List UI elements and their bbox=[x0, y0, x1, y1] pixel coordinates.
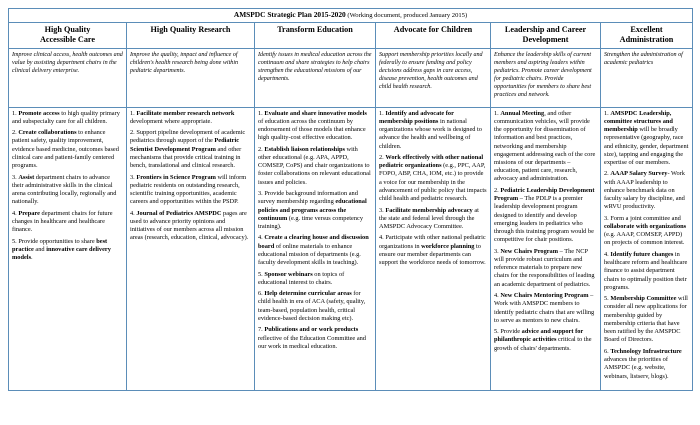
list-item: 4. Journal of Pediatrics AMSPDC pages are used to advance priority opinions and initiatives of our members across all mission areas (research, education, clinical, advocacy). bbox=[130, 209, 249, 242]
column-vision-5: Enhance the leadership skills of current members and aspiring leaders within pediatrics. Promote career development for pediatric chairs. Provide opportunities for members to share best practices and network. bbox=[491, 48, 601, 107]
column-items-4 bbox=[376, 107, 491, 390]
column-vision-2: Improve the quality, impact and influence of children's health research being done within pediatric departments. bbox=[127, 48, 255, 107]
title-main: AMSPDC Strategic Plan 2015-2020 bbox=[233, 10, 346, 19]
list-item: 7. Publications and or work products reflective of the Education Committee and our work in medical education. bbox=[258, 326, 366, 350]
list-item: 1. Facilitate member research network development where appropriate. bbox=[130, 109, 235, 125]
list-item: 5. Sponsor webinars on topics of educational interest to chairs. bbox=[258, 270, 345, 286]
column-items-3 bbox=[255, 107, 376, 390]
column-header-1: High Quality Accessible Care bbox=[9, 22, 127, 48]
table-title-row bbox=[9, 9, 693, 23]
list-item: 3. Facilitate membership advocacy at the state and federal level through the AMSPDC Advocacy Committee. bbox=[379, 206, 479, 230]
table-body-row bbox=[9, 107, 693, 390]
list-item: 4. Identify future changes in healthcare reform and healthcare finance to assist department chairs to optimally position their programs. bbox=[604, 250, 688, 291]
list-item: 1. AMSPDC Leadership, committee structures and membership will be broadly representative (geography, race and ethnicity, gender, department size), tapping and engaging the expertise of our members. bbox=[604, 109, 689, 166]
column-header-3: Transform Education bbox=[255, 22, 376, 48]
title-note: (Working document, produced January 2015) bbox=[345, 12, 468, 19]
list-item: 2. Work effectively with other national pediatric organizations (e.g., PPC, AAP, FOPO, ABP, CHA, IOM, etc.) to provide a voice for our membership in the advancement of public policy that impacts child health and pediatric research. bbox=[379, 153, 487, 203]
list-item: 1. Promote access to high quality primary and subspecialty care for all children. bbox=[12, 109, 120, 125]
strategic-plan-table bbox=[8, 8, 693, 391]
list-item: 2. Pediatric Leadership Development Program – The PDLP is a premier leadership development program designed to identify and develop emerging leaders in pediatrics who through this training program would be competitive for chair positions. bbox=[494, 186, 595, 244]
document-title bbox=[9, 9, 693, 23]
column-items-5 bbox=[491, 107, 601, 390]
list-item: 3. Frontiers in Science Program will inform pediatric residents on outstanding research, scientific training opportunities, academic careers and opportunities within the PSDP. bbox=[130, 173, 247, 206]
list-item: 2. Establish liaison relationships with other educational (e.g. APA, APPD, COMSEP, CoPS) and chair organizations to foster collaborations on relevant educational issues and policies. bbox=[258, 145, 371, 186]
list-item: 2. Create collaborations to enhance patient safety, quality improvement, evidence based medicine, outcomes based clinical care and patient-family centered programs. bbox=[12, 129, 119, 170]
list-item: 1. Evaluate and share innovative models of education across the continuum by endorsement of those models that enhance high quality-cost effective education. bbox=[258, 109, 367, 142]
list-item: 6. Help determine curricular areas for child health in era of ACA (safety, quality, team-based, population health, critical evidence-based decision making etc). bbox=[258, 290, 366, 322]
column-vision-1: Improve clinical access, health outcomes and value by assisting department chairs in the clinical delivery enterprise. bbox=[9, 48, 127, 107]
column-vision-6: Strengthen the administration of academic pediatrics bbox=[601, 48, 693, 107]
list-item: 5. Provide opportunities to share best practice and innovative care delivery models. bbox=[12, 237, 111, 262]
column-vision-4: Support membership priorities locally and federally to ensure funding and policy decisions address gaps in care access, disease prevention, health outcomes and child health research. bbox=[376, 48, 491, 107]
list-item: 4. Prepare department chairs for future changes in healthcare and healthcare finance. bbox=[12, 209, 113, 234]
list-item: 2. AAAP Salary Survey- Work with AAAP leadership to enhance benchmark data on faculty salary by discipline, and wRVU productivity. bbox=[604, 170, 685, 211]
list-item: 3. Form a joint committee and collaborate with organizations (e.g. AAAP, COMSEP, APPD) on projects of common interest. bbox=[604, 214, 687, 247]
list-item: 3. Assist department chairs to advance their administrative skills in the clinical arena contributing locally, regionally and nationally. bbox=[12, 173, 117, 206]
list-item: 4. Participate with other national pediatric organizations in workforce planning to ensure our member departments can support the workforce needs of tomorrow. bbox=[379, 234, 486, 267]
column-items-1 bbox=[9, 107, 127, 390]
list-item: 1. Identify and advocate for membership positions in national organizations whose work is designed to advance the health and wellbeing of children. bbox=[379, 109, 482, 150]
list-item: 4. New Chairs Mentoring Program – Work with AMSPDC members to identify pediatric chairs that are willing to serve as mentors to new chairs. bbox=[494, 292, 595, 324]
list-item: 2. Support pipeline development of academic pediatrics through support of the Pediatric Scientist Development Program and other mechanisms that provide critical training in bench, translational and clinical research. bbox=[130, 129, 246, 170]
column-header-2: High Quality Research bbox=[127, 22, 255, 48]
column-header-4: Advocate for Children bbox=[376, 22, 491, 48]
column-header-5: Leadership and Career Development bbox=[491, 22, 601, 48]
list-item: 1. Annual Meeting, and other communication vehicles, will provide the opportunity for dissemination of information and best practices, networking and membership engagement addressing each of the core missions of our departments – education, patient care, research, advocacy and administration. bbox=[494, 109, 596, 183]
column-header-6: Excellent Administration bbox=[601, 22, 693, 48]
table-header-row bbox=[9, 22, 693, 48]
list-item: 6. Technology Infrastructure advances the priorities of AMSPDC (e.g. website, webinars, listserv, blogs). bbox=[604, 347, 682, 380]
list-item: 3. Provide background information and survey membership regarding educational policies and programs across the continuum (e.g. time versus competency training). bbox=[258, 190, 367, 230]
list-item: 3. New Chairs Program – The NCP will provide robust curriculum and reference materials to prepare new chairs for the responsibilities of leading an academic department of pediatrics. bbox=[494, 247, 595, 288]
column-items-2 bbox=[127, 107, 255, 390]
list-item: 5. Provide advice and support for philanthropic activities critical to the growth of chairs' departments. bbox=[494, 328, 592, 352]
list-item: 4. Create a clearing house and discussion board of online materials to enhance educational mission of departments (e.g. faculty development skills in teaching). bbox=[258, 234, 369, 267]
column-items-6 bbox=[601, 107, 693, 390]
list-item: 5. Membership Committee will consider all new applications for membership guided by membership criteria that have been ratified by the AMSPDC Board of Directors. bbox=[604, 295, 688, 344]
table-vision-row bbox=[9, 48, 693, 107]
column-vision-3: Identify issues in medical education across the continuum and share strategies to help chairs strengthen the educational missions of our departments. bbox=[255, 48, 376, 107]
